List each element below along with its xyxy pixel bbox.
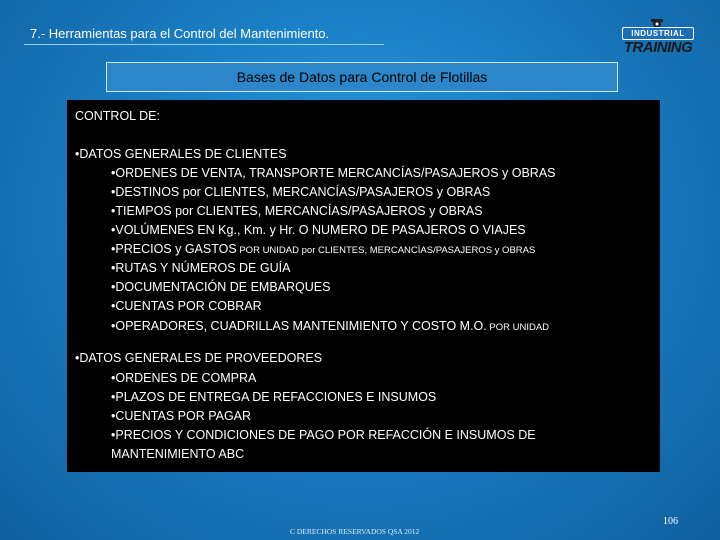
list-item: •TIEMPOS por CLIENTES, MERCANCÍAS/PASAJEROS y OBRAS xyxy=(111,204,483,218)
copyright-text: C DERECHOS RESERVADOS QSA 2012 xyxy=(290,527,420,536)
content-box xyxy=(67,100,660,472)
logo-training-text: TRAINING xyxy=(623,39,693,56)
list-item: •VOLÚMENES EN Kg., Km. y Hr. O NUMERO DE PASAJEROS O VIAJES xyxy=(111,223,526,237)
page-number: 106 xyxy=(663,516,678,527)
list-item: •CUENTAS POR COBRAR xyxy=(111,299,262,313)
precios-main: •PRECIOS y GASTOS xyxy=(111,242,237,256)
subtitle-box: Bases de Datos para Control de Flotillas xyxy=(106,62,618,92)
header xyxy=(0,0,720,56)
list-item: •PLAZOS DE ENTREGA DE REFACCIONES E INSUMOS xyxy=(111,390,437,404)
list-item: •ORDENES DE VENTA, TRANSPORTE MERCANCÍAS/PASAJEROS y OBRAS xyxy=(111,166,556,180)
operadores-small: POR UNIDAD xyxy=(486,322,550,333)
slide-title: 7.- Herramientas para el Control del Mantenimiento. xyxy=(30,26,330,41)
list-item-precios xyxy=(111,241,535,259)
list-item-operadores xyxy=(111,318,549,336)
list-item: •DOCUMENTACIÓN DE EMBARQUES xyxy=(111,280,331,294)
list-item: •ORDENES DE COMPRA xyxy=(111,371,257,385)
list-item: •DESTINOS por CLIENTES, MERCANCÍAS/PASAJEROS y OBRAS xyxy=(111,185,491,199)
title-underline xyxy=(24,44,384,45)
operadores-main: •OPERADORES, CUADRILLAS MANTENIMIENTO Y COSTO M.O. xyxy=(111,319,487,333)
list-item: •RUTAS Y NÚMEROS DE GUÍA xyxy=(111,261,291,275)
list-item: •CUENTAS POR PAGAR xyxy=(111,409,252,423)
section2-title: •DATOS GENERALES DE PROVEEDORES xyxy=(75,351,323,365)
list-item: •PRECIOS Y CONDICIONES DE PAGO POR REFACCIÓN E INSUMOS DE xyxy=(111,428,536,442)
list-item: MANTENIMIENTO ABC xyxy=(111,447,245,461)
industrial-training-logo xyxy=(618,16,696,56)
precios-small: POR UNIDAD por CLIENTES, MERCANCÍAS/PASAJEROS y OBRAS xyxy=(236,245,536,256)
logo-industrial-text: INDUSTRIAL xyxy=(622,27,694,40)
section1-title: •DATOS GENERALES DE CLIENTES xyxy=(75,147,287,161)
content-heading: CONTROL DE: xyxy=(75,109,160,123)
